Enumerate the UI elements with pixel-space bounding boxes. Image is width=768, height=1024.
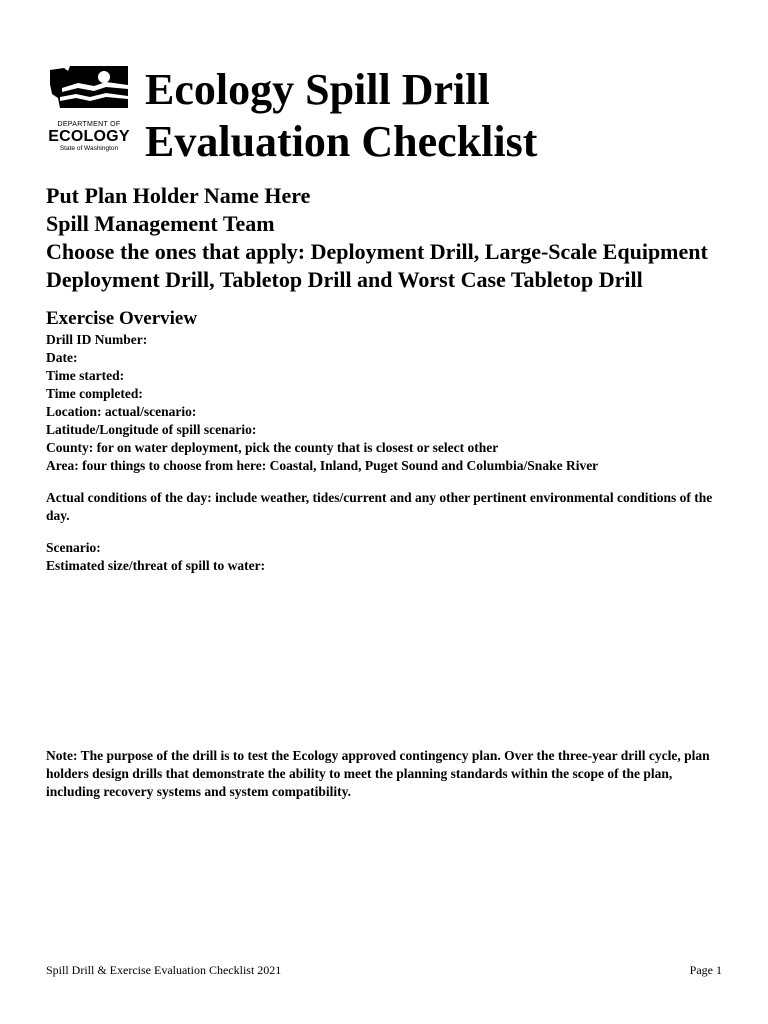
section-heading: Exercise Overview: [46, 308, 198, 329]
logo-ecology-label: ECOLOGY: [48, 128, 130, 145]
team-name: Spill Management Team: [46, 211, 275, 236]
field-county: County: for on water deployment, pick the county that is closest or select other: [46, 440, 499, 455]
title-line-1: Ecology Spill Drill: [145, 65, 490, 114]
field-date: Date:: [46, 350, 78, 365]
plan-holder-name: Put Plan Holder Name Here: [46, 183, 311, 208]
exercise-overview-section: [46, 308, 736, 575]
field-estimated-size: Estimated size/threat of spill to water:: [46, 558, 266, 573]
field-drill-id: Drill ID Number:: [46, 332, 148, 347]
washington-state-icon: [48, 64, 130, 120]
footer-page-number: Page 1: [689, 963, 722, 977]
field-time-started: Time started:: [46, 368, 125, 383]
drill-note: Note: The purpose of the drill is to test the Ecology approved contingency plan. Over the three-year drill cycle, plan holders design drills that demonstrate the ability to meet the planning standards within the scope of the plan, including recovery systems and system compatibility.: [46, 748, 710, 799]
field-location: Location: actual/scenario:: [46, 404, 197, 419]
title-line-2: Evaluation Checklist: [145, 117, 538, 166]
logo-state-label: State of Washington: [59, 145, 119, 152]
field-scenario: Scenario:: [46, 540, 101, 555]
field-time-completed: Time completed:: [46, 386, 143, 401]
field-conditions: Actual conditions of the day: include weather, tides/current and any other pertinent environmental conditions of the day.: [46, 490, 713, 523]
field-lat-long: Latitude/Longitude of spill scenario:: [46, 422, 257, 437]
plan-header: [46, 182, 736, 294]
page-title: [145, 64, 537, 168]
ecology-logo: [48, 64, 130, 160]
page-footer: [46, 963, 722, 978]
logo-department-label: DEPARTMENT OF: [57, 121, 121, 128]
field-area: Area: four things to choose from here: Coastal, Inland, Puget Sound and Columbia/Snake River: [46, 458, 599, 473]
drill-types: Choose the ones that apply: Deployment Drill, Large-Scale Equipment Deployment Drill, Tabletop Drill and Worst Case Tabletop Drill: [46, 239, 708, 292]
footer-document-title: Spill Drill & Exercise Evaluation Checklist 2021: [46, 963, 282, 977]
